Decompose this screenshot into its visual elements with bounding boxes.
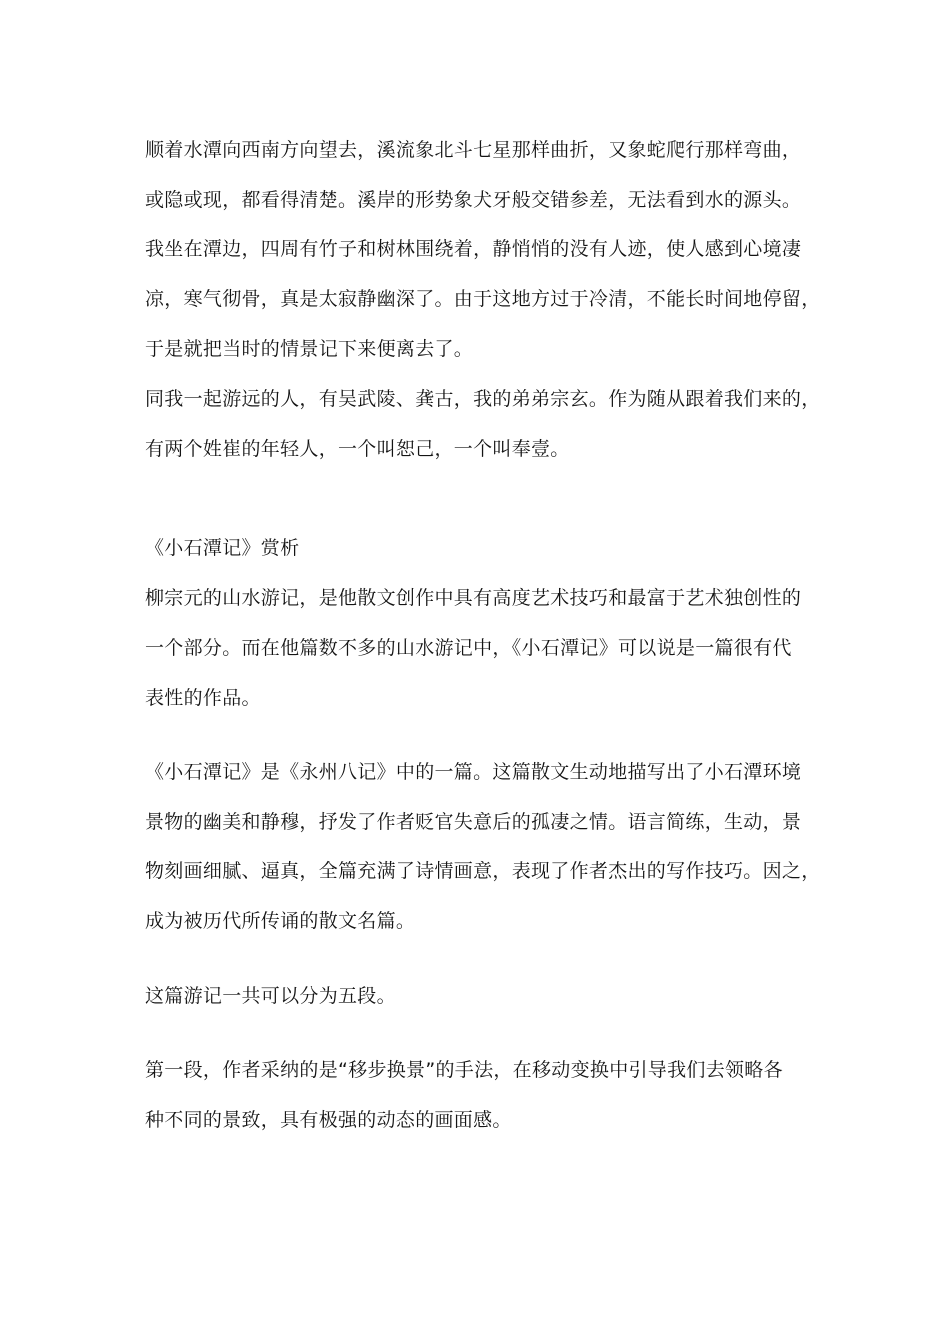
text-line-4: 凉，寒气彻骨，真是太寂静幽深了。由于这地方过于冷清，不能长时间地停留， [145, 288, 821, 310]
text-line-3: 我坐在潭边，四周有竹子和树林围绕着，静悄悄的没有人迹，使人感到心境凄 [145, 238, 802, 260]
text-line-5: 于是就把当时的情景记下来便离去了。 [145, 338, 474, 360]
text-line-11: 表性的作品。 [145, 687, 261, 709]
text-line-14: 物刻画细腻、逼真，全篇充满了诗情画意，表现了作者杰出的写作技巧。因之， [145, 860, 821, 882]
text-line-17: 第一段，作者采纳的是“移步换景”的手法，在移动变换中引导我们去领略各 [145, 1059, 783, 1081]
text-line-18: 种不同的景致，具有极强的动态的画面感。 [145, 1109, 512, 1131]
text-line-13: 景物的幽美和静穆，抒发了作者贬官失意后的孤凄之情。语言简练，生动，景 [145, 811, 802, 833]
section-heading: 《小石潭记》赏析 [145, 537, 300, 559]
text-line-7: 有两个姓崔的年轻人，一个叫恕己，一个叫奉壹。 [145, 438, 570, 460]
text-line-12: 《小石潭记》是《永州八记》中的一篇。这篇散文生动地描写出了小石潭环境 [145, 761, 802, 783]
text-line-15: 成为被历代所传诵的散文名篇。 [145, 910, 416, 932]
text-line-9: 柳宗元的山水游记，是他散文创作中具有高度艺术技巧和最富于艺术独创性的 [145, 587, 802, 609]
text-line-6: 同我一起游远的人，有吴武陵、龚古，我的弟弟宗玄。作为随从跟着我们来的， [145, 388, 821, 410]
text-line-16: 这篇游记一共可以分为五段。 [145, 985, 396, 1007]
text-line-10: 一个部分。而在他篇数不多的山水游记中，《小石潭记》可以说是一篇很有代 [145, 637, 792, 659]
text-line-2: 或隐或现，都看得清楚。溪岸的形势象犬牙般交错参差，无法看到水的源头。 [145, 189, 802, 211]
text-line-1: 顺着水潭向西南方向望去，溪流象北斗七星那样曲折，又象蛇爬行那样弯曲， [145, 139, 802, 161]
